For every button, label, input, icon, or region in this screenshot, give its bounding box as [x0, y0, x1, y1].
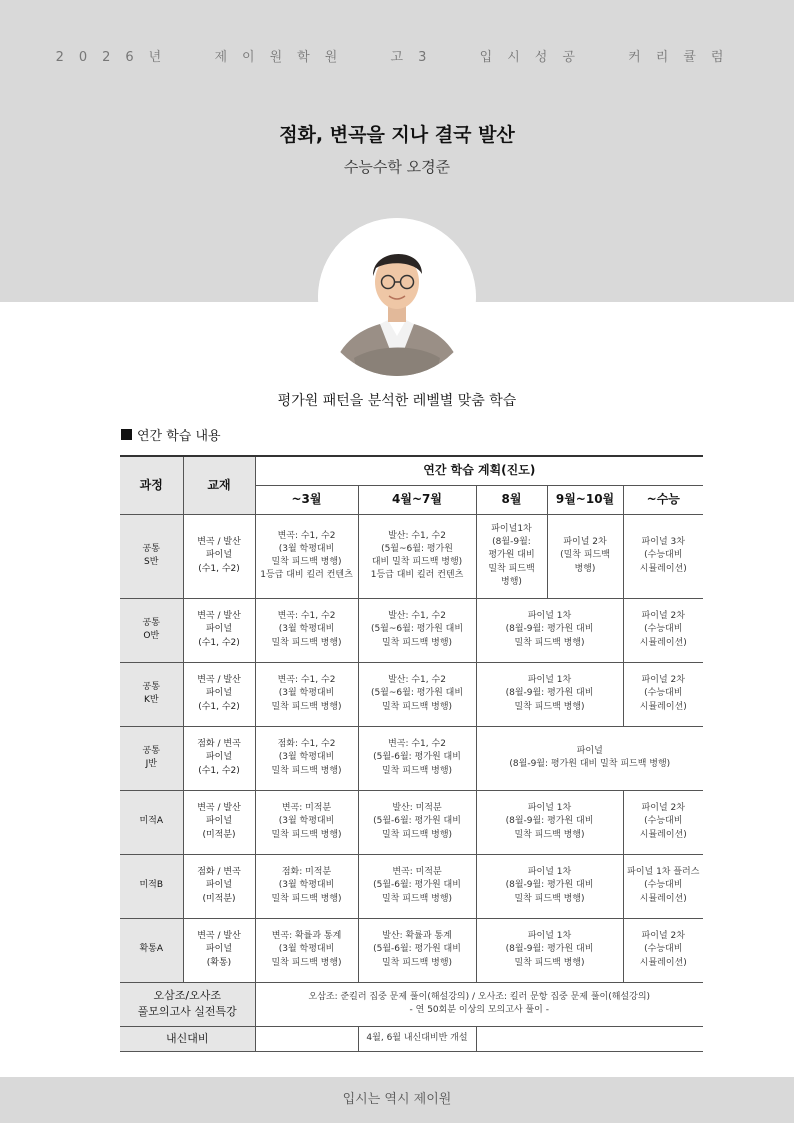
table-row — [120, 918, 703, 982]
special-desc-cell: 오삼조: 준킬러 집중 문제 풀이(해설강의) / 오사조: 킬러 문항 집중 문제 풀이(해설강의) - 연 50회분 이상의 모의고사 풀이 - — [255, 982, 703, 1026]
plan-cell: 파이널 1차 (8월-9월: 평가원 대비 밀착 피드백 병행) — [476, 790, 623, 854]
book-cell: 점화 / 변곡 파이널 (수1, 수2) — [183, 726, 255, 790]
section-title-text: 연간 학습 내용 — [137, 429, 221, 444]
course-cell: 미적B — [120, 854, 183, 918]
tagline: 평가원 패턴을 분석한 레벨별 맞춤 학습 — [277, 393, 517, 409]
plan-cell: 파이널 1차 (8월-9월: 평가원 대비 밀착 피드백 병행) — [476, 918, 623, 982]
course-cell: 공통 J반 — [120, 726, 183, 790]
book-cell: 변곡 / 발산 파이널 (수1, 수2) — [183, 514, 255, 598]
month-header: ~3월 — [255, 485, 358, 514]
plan-cell: 점화: 수1, 수2 (3월 학평대비 밀착 피드백 병행) — [255, 726, 358, 790]
annual-plan-table — [120, 455, 703, 1052]
square-bullet-icon — [121, 429, 132, 440]
book-cell: 변곡 / 발산 파이널 (미적분) — [183, 790, 255, 854]
plan-cell: 파이널 (8월-9월: 평가원 대비 밀착 피드백 병행) — [476, 726, 703, 790]
plan-cell: 파이널 1차 (8월-9월: 평가원 대비 밀착 피드백 병행) — [476, 854, 623, 918]
table-header-row — [120, 456, 703, 485]
table-row — [120, 514, 703, 598]
plan-cell: 파이널1차 (8월-9월: 평가원 대비 밀착 피드백 병행) — [476, 514, 547, 598]
course-cell: 미적A — [120, 790, 183, 854]
plan-cell: 파이널 2차 (수능대비 시뮬레이션) — [623, 662, 703, 726]
book-cell: 점화 / 변곡 파이널 (미적분) — [183, 854, 255, 918]
instructor-photo — [318, 218, 476, 376]
naesin-desc-cell: 4월, 6월 내신대비반 개설 — [358, 1026, 476, 1051]
plan-cell: 변곡: 미적분 (5월-6월: 평가원 대비 밀착 피드백 병행) — [358, 854, 476, 918]
course-cell: 공통 S반 — [120, 514, 183, 598]
page-title: 점화, 변곡을 지나 결국 발산 — [279, 124, 515, 146]
section-title — [121, 425, 221, 444]
table-row — [120, 854, 703, 918]
plan-cell: 변곡: 수1, 수2 (3월 학평대비 밀착 피드백 병행) 1등급 대비 킬러 컨텐츠 — [255, 514, 358, 598]
plan-cell: 파이널 2차 (수능대비 시뮬레이션) — [623, 918, 703, 982]
table-row — [120, 790, 703, 854]
table-row — [120, 1026, 703, 1051]
plan-cell: 발산: 수1, 수2 (5월~6월: 평가원 대비 밀착 피드백 병행) — [358, 662, 476, 726]
plan-cell: 발산: 수1, 수2 (5월~6월: 평가원 대비 밀착 피드백 병행) 1등급 대비 킬러 컨텐츠 — [358, 514, 476, 598]
course-cell: 공통 O반 — [120, 598, 183, 662]
special-course-cell: 오삼조/오사조 풀모의고사 실전특강 — [120, 982, 255, 1026]
naesin-course-cell: 내신대비 — [120, 1026, 255, 1051]
plan-cell: 파이널 2차 (수능대비 시뮬레이션) — [623, 790, 703, 854]
empty-cell — [476, 1026, 703, 1051]
plan-cell: 파이널 2차 (밀착 피드백 병행) — [547, 514, 623, 598]
month-header: 8월 — [476, 485, 547, 514]
curriculum-header: 2026년 제이원학원 고3 입시성공 커리큘럼 — [55, 50, 739, 65]
plan-cell: 변곡: 미적분 (3월 학평대비 밀착 피드백 병행) — [255, 790, 358, 854]
plan-cell: 발산: 확률과 통계 (5월-6월: 평가원 대비 밀착 피드백 병행) — [358, 918, 476, 982]
table-row — [120, 598, 703, 662]
book-cell: 변곡 / 발산 파이널 (수1, 수2) — [183, 662, 255, 726]
header-book: 교재 — [183, 456, 255, 514]
plan-cell: 변곡: 수1, 수2 (3월 학평대비 밀착 피드백 병행) — [255, 662, 358, 726]
page-subtitle: 수능수학 오경준 — [343, 158, 451, 176]
footer: 입시는 역시 제이원 — [0, 1077, 794, 1123]
table-row — [120, 982, 703, 1026]
header-course: 과정 — [120, 456, 183, 514]
plan-cell: 변곡: 수1, 수2 (5월-6월: 평가원 대비 밀착 피드백 병행) — [358, 726, 476, 790]
plan-cell: 변곡: 확률과 통계 (3월 학평대비 밀착 피드백 병행) — [255, 918, 358, 982]
book-cell: 변곡 / 발산 파이널 (확통) — [183, 918, 255, 982]
month-header: 4월~7월 — [358, 485, 476, 514]
book-cell: 변곡 / 발산 파이널 (수1, 수2) — [183, 598, 255, 662]
plan-cell: 점화: 미적분 (3월 학평대비 밀착 피드백 병행) — [255, 854, 358, 918]
course-cell: 공통 K반 — [120, 662, 183, 726]
header-plan: 연간 학습 계획(진도) — [255, 456, 703, 485]
plan-cell: 발산: 미적분 (5월-6월: 평가원 대비 밀착 피드백 병행) — [358, 790, 476, 854]
plan-cell: 파이널 1차 플러스 (수능대비 시뮬레이션) — [623, 854, 703, 918]
table-row — [120, 662, 703, 726]
plan-cell: 변곡: 수1, 수2 (3월 학평대비 밀착 피드백 병행) — [255, 598, 358, 662]
month-header: ~수능 — [623, 485, 703, 514]
plan-cell: 파이널 1차 (8월-9월: 평가원 대비 밀착 피드백 병행) — [476, 662, 623, 726]
plan-cell: 발산: 수1, 수2 (5월~6월: 평가원 대비 밀착 피드백 병행) — [358, 598, 476, 662]
instructor-portrait-image — [318, 218, 476, 376]
month-header: 9월~10월 — [547, 485, 623, 514]
course-cell: 확통A — [120, 918, 183, 982]
empty-cell — [255, 1026, 358, 1051]
plan-cell: 파이널 2차 (수능대비 시뮬레이션) — [623, 598, 703, 662]
table-row — [120, 726, 703, 790]
plan-cell: 파이널 3차 (수능대비 시뮬레이션) — [623, 514, 703, 598]
plan-cell: 파이널 1차 (8월-9월: 평가원 대비 밀착 피드백 병행) — [476, 598, 623, 662]
